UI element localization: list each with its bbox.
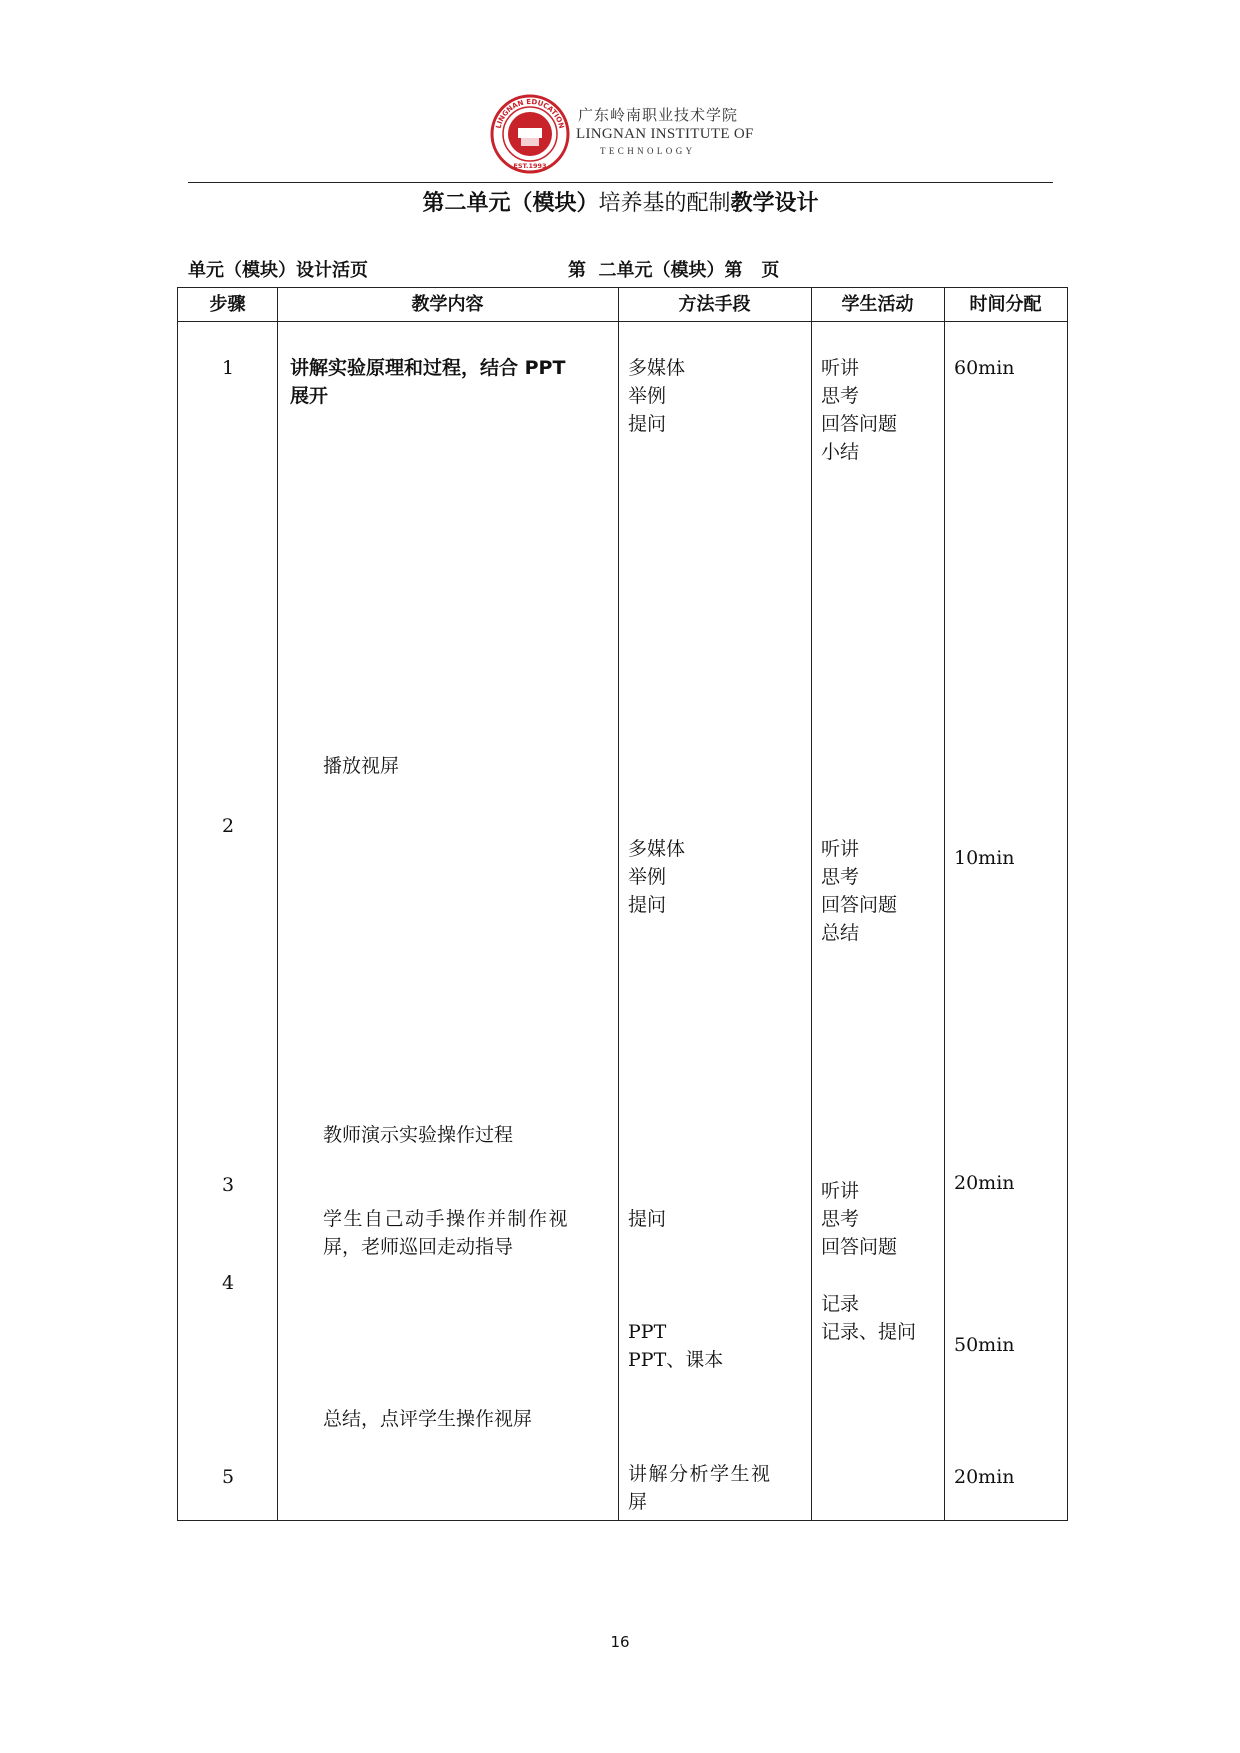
activity-item: 回答问题 — [821, 894, 898, 916]
time-allocation: 20min — [954, 1172, 1015, 1194]
step-number: 3 — [221, 1174, 235, 1196]
method-item: PPT、课本 — [628, 1349, 724, 1371]
seal-year: EST.1993 — [513, 162, 547, 170]
activity-item: 总结 — [821, 922, 860, 944]
content-teacher-demo: 教师演示实验操作过程 — [323, 1124, 514, 1146]
method-item: 提问 — [628, 1208, 667, 1230]
method-block — [628, 1318, 723, 1374]
method-block — [628, 835, 685, 919]
time-allocation: 20min — [954, 1466, 1015, 1488]
seal-text: LINGNAN EDUCATION — [494, 97, 566, 130]
content-step1 — [290, 354, 610, 410]
column-header-step: 步骤 — [209, 294, 246, 315]
document-title — [188, 186, 1053, 217]
column-divider — [811, 288, 812, 1520]
method-block — [628, 1460, 772, 1516]
seal-logo-icon — [490, 94, 570, 174]
activity-item: 听讲 — [821, 357, 860, 379]
title-suffix: 教学设计 — [730, 190, 819, 216]
content-line: 讲解实验原理和过程，结合 PPT — [290, 357, 566, 379]
method-item: 举例 — [628, 866, 667, 888]
column-divider — [277, 288, 278, 1520]
unit-sheet-label: 单元（模块）设计活页 — [188, 260, 368, 281]
column-header-activity: 学生活动 — [841, 294, 914, 315]
header-rule — [188, 182, 1053, 183]
content-student-practice — [323, 1205, 613, 1261]
column-divider — [618, 288, 619, 1520]
activity-item: 思考 — [821, 866, 860, 888]
activity-item: 听讲 — [821, 1180, 860, 1202]
step-number: 1 — [221, 357, 235, 379]
method-item: 提问 — [628, 894, 667, 916]
activity-item: 回答问题 — [821, 413, 898, 435]
column-header-method: 方法手段 — [678, 294, 751, 315]
institution-name-en-line2: TECHNOLOGY — [600, 146, 696, 156]
method-item: 举例 — [628, 385, 667, 407]
column-header-time: 时间分配 — [969, 294, 1042, 315]
method-item: 讲解分析学生视 — [628, 1463, 772, 1485]
method-item: 屏 — [628, 1491, 648, 1513]
title-topic: 培养基的配制 — [598, 191, 731, 216]
time-allocation: 50min — [954, 1334, 1015, 1356]
activity-item: 思考 — [821, 385, 860, 407]
activity-item: 听讲 — [821, 838, 860, 860]
method-item: 提问 — [628, 413, 667, 435]
institution-logo — [490, 94, 790, 174]
content-line: 展开 — [290, 385, 329, 407]
title-prefix: 第二单元（模块） — [422, 190, 599, 216]
activity-item: 思考 — [821, 1208, 860, 1230]
column-divider — [944, 288, 945, 1520]
time-allocation: 60min — [954, 357, 1015, 379]
activity-block — [821, 1177, 897, 1261]
step-number: 5 — [221, 1466, 235, 1488]
activity-item: 回答问题 — [821, 1236, 898, 1258]
step-number: 2 — [221, 815, 235, 837]
content-summary: 总结，点评学生操作视屏 — [323, 1408, 533, 1430]
method-item: 多媒体 — [628, 357, 686, 379]
activity-block — [821, 1290, 916, 1346]
header-row-divider — [178, 321, 1067, 322]
method-block — [628, 354, 685, 438]
activity-item: 小结 — [821, 441, 860, 463]
method-item: PPT — [628, 1321, 667, 1343]
institution-name-en: LINGNAN INSTITUTE OF — [576, 126, 754, 142]
activity-block — [821, 835, 897, 947]
activity-item: 记录 — [821, 1293, 860, 1315]
activity-block — [821, 354, 897, 466]
content-line: 屏，老师巡回走动指导 — [323, 1236, 514, 1258]
activity-item: 记录、提问 — [821, 1321, 917, 1343]
column-header-content: 教学内容 — [411, 294, 484, 315]
institution-name-cn: 广东岭南职业技术学院 — [578, 106, 739, 124]
page-number: 16 — [610, 1633, 630, 1651]
unit-page-label: 第 二单元（模块）第 页 — [568, 260, 780, 281]
method-item: 多媒体 — [628, 838, 686, 860]
content-line: 学生自己动手操作并制作视 — [323, 1208, 570, 1230]
lesson-plan-table — [177, 287, 1068, 1521]
step-number: 4 — [221, 1272, 235, 1294]
content-play-screen: 播放视屏 — [323, 755, 400, 777]
time-allocation: 10min — [954, 847, 1015, 869]
